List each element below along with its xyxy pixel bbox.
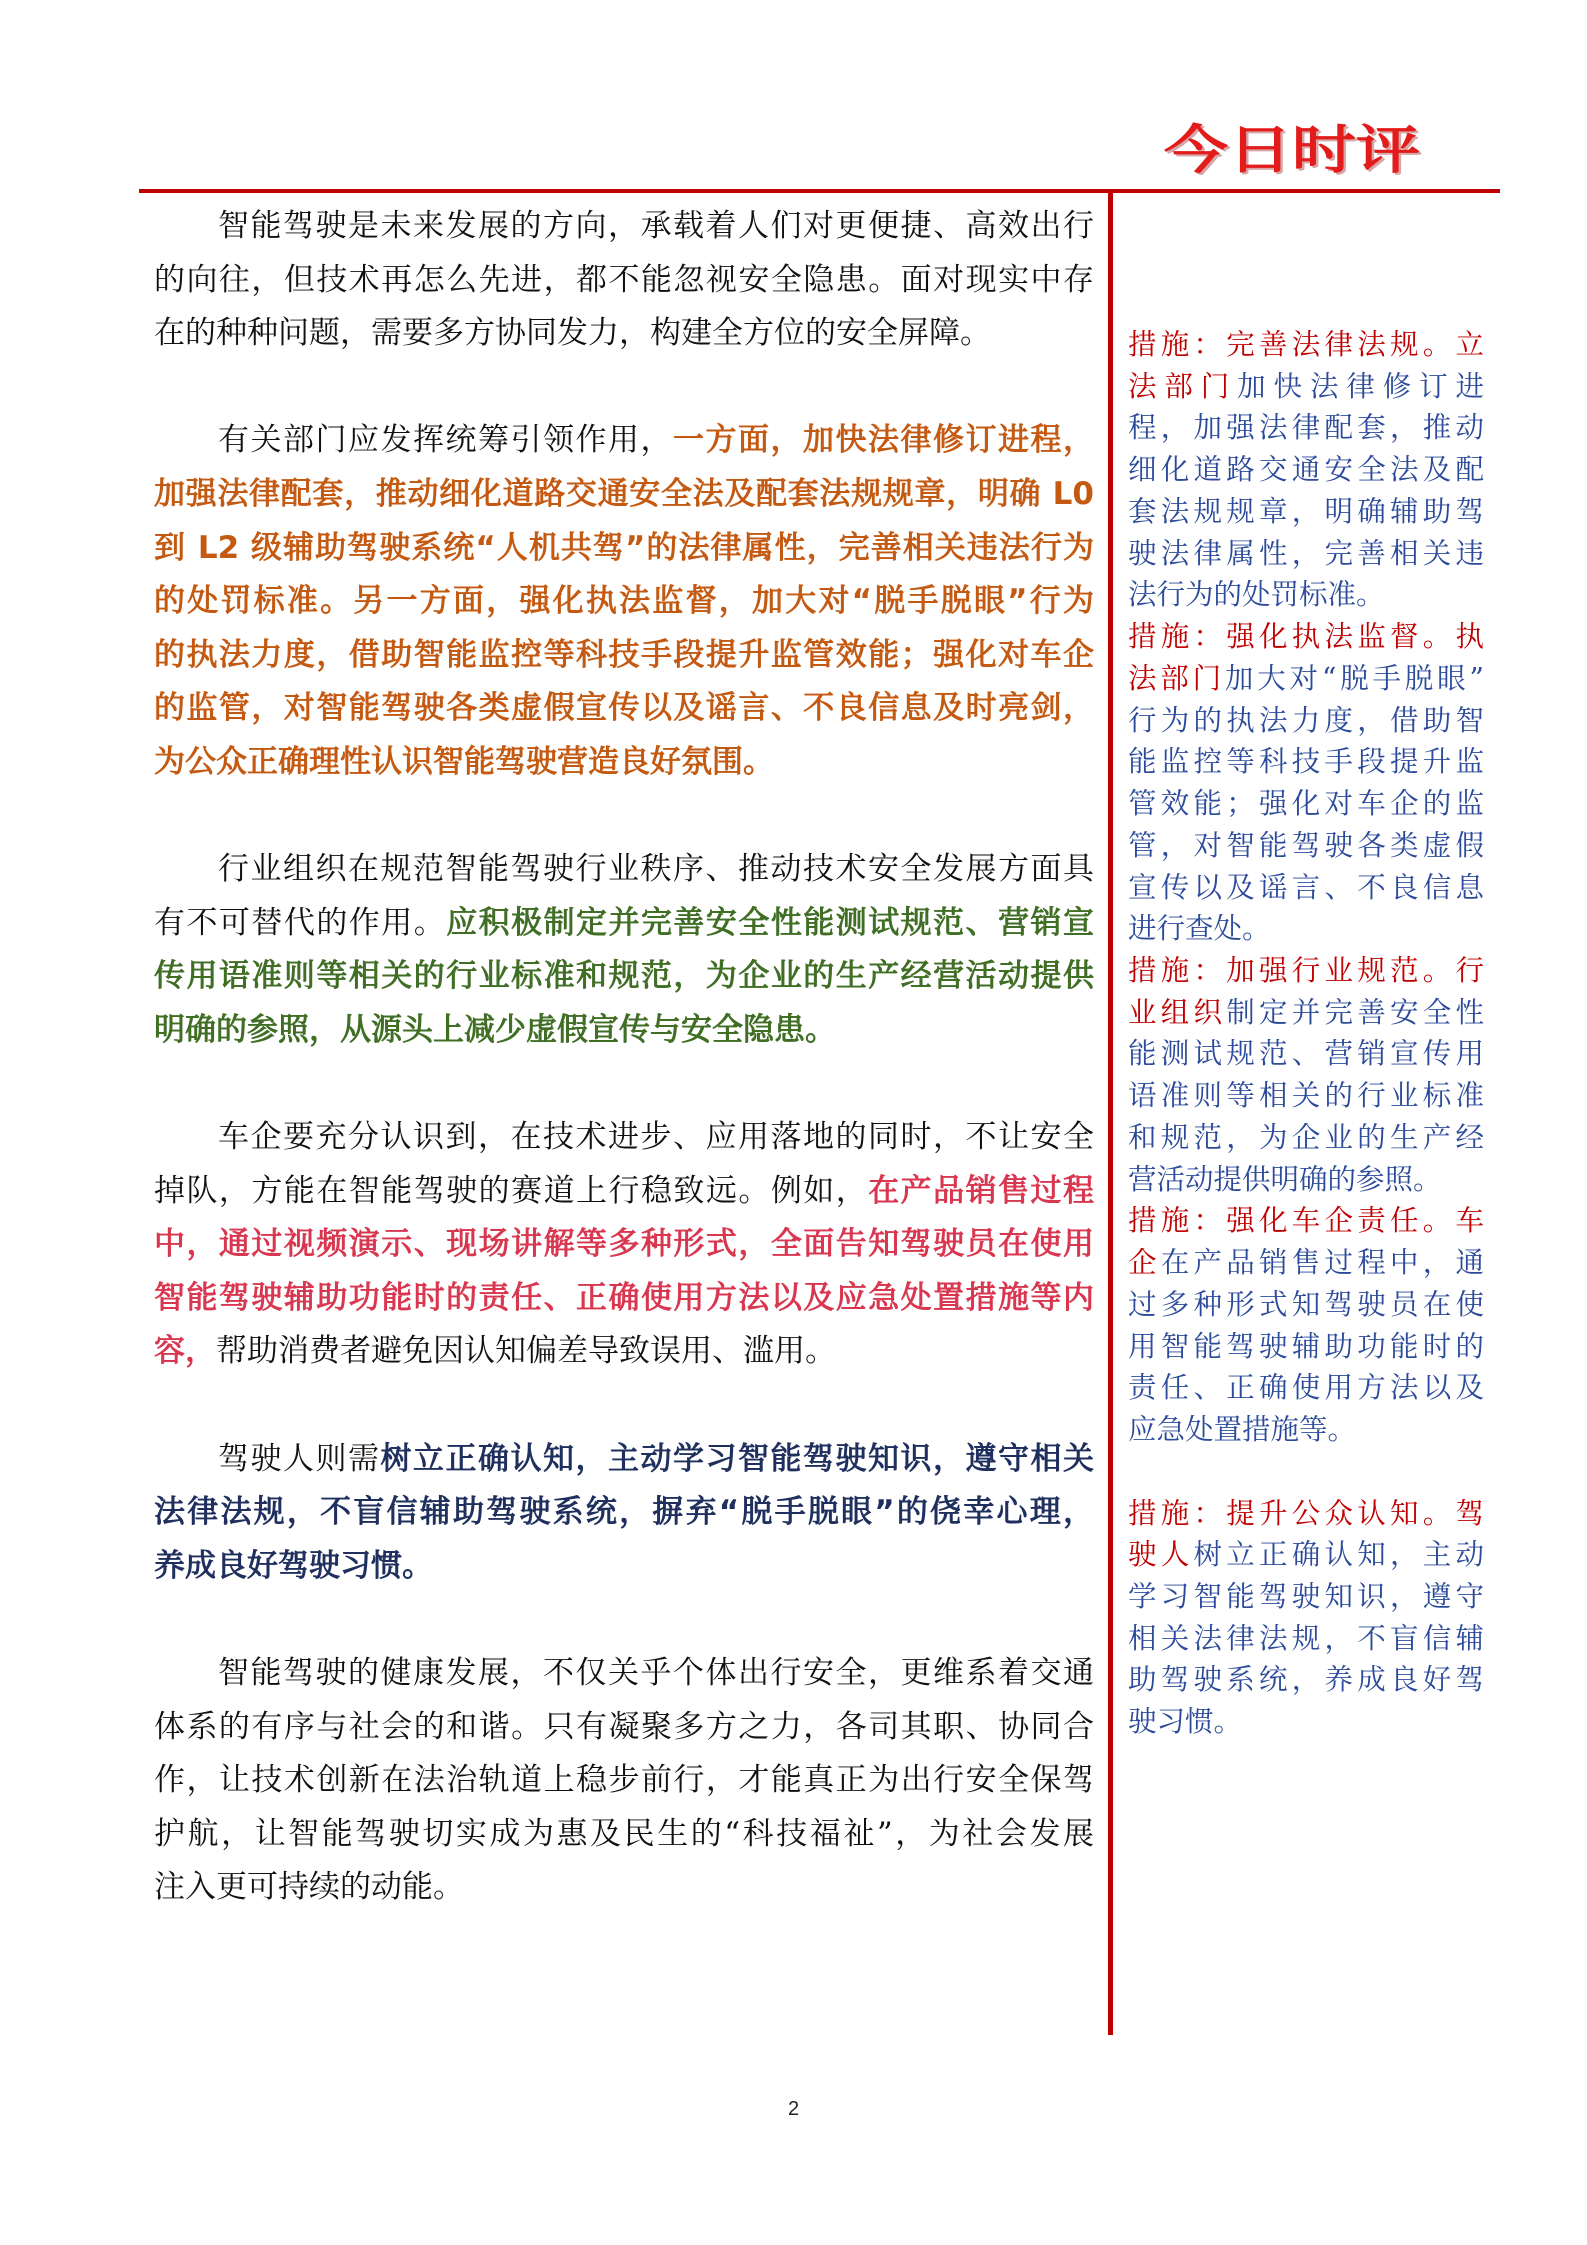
article-paragraph <box>154 843 1094 1057</box>
measure-text: 在产品销售过程中，通 <box>1160 1246 1484 1280</box>
measure-text: 责任、正确使用方法以及 <box>1128 1371 1484 1405</box>
article-highlight: 的执法力度，借助智能监控等科技手段提升监管效能；强化对车企 <box>154 636 1094 673</box>
article-text: 在的种种问题，需要多方协同发力，构建全方位的安全屏障。 <box>154 315 991 352</box>
article-highlight: 智能驾驶辅助功能时的责任、正确使用方法以及应急处置措施等内 <box>154 1279 1094 1316</box>
article-highlight: 传用语准则等相关的行业标准和规范，为企业的生产经营活动提供 <box>154 958 1094 995</box>
article-paragraph <box>154 1111 1094 1379</box>
article-paragraph <box>154 1647 1094 1915</box>
measure-line <box>1128 741 1484 783</box>
measure-text: 法行为的处罚标准。 <box>1128 578 1385 612</box>
article-text: 有关部门应发挥统筹引领作用， <box>218 422 673 459</box>
measure-line <box>1128 616 1484 658</box>
article-paragraph <box>154 1433 1094 1594</box>
article-highlight: 的处罚标准。另一方面，强化执法监督，加大对“脱手脱眼”行为 <box>154 583 1094 620</box>
article-text: 体系的有序与社会的和谐。只有凝聚多方之力，各司其职、协同合 <box>154 1708 1094 1745</box>
measure-text: 助驾驶系统，养成良好驾 <box>1128 1663 1484 1697</box>
measure-text: 应急处置措施等。 <box>1128 1413 1357 1447</box>
article-text: 车企要充分认识到，在技术进步、应用落地的同时，不让安全 <box>218 1119 1094 1156</box>
article-text: 有不可替代的作用。 <box>154 904 447 941</box>
measure-text: 驶法律属性，完善相关违 <box>1128 536 1484 570</box>
article-highlight: 树立正确认知，主动学习智能驾驶知识，遵守相关 <box>380 1440 1094 1477</box>
article-paragraph <box>154 200 1094 361</box>
article-body <box>154 200 1094 1915</box>
measure-line <box>1128 658 1484 700</box>
measure-line <box>1128 574 1484 616</box>
article-line <box>154 1647 1094 1701</box>
measure-line <box>1128 449 1484 491</box>
article-line <box>154 1433 1094 1487</box>
article-text: 行业组织在规范智能驾驶行业秩序、推动技术安全发展方面具 <box>218 851 1094 888</box>
measure-text: 能测试规范、营销宣传用 <box>1128 1037 1484 1071</box>
measure-text: 语准则等相关的行业标准 <box>1128 1079 1484 1113</box>
article-text: 的向往，但技术再怎么先进，都不能忽视安全隐患。面对现实中存 <box>154 261 1094 298</box>
measure-label: 措施：强化车企责任。车 <box>1128 1204 1484 1238</box>
measure-line <box>1128 1493 1484 1535</box>
measure-text: 驶习惯。 <box>1128 1705 1243 1739</box>
measure-label: 企 <box>1128 1246 1161 1280</box>
article-text: 掉队，方能在智能驾驶的赛道上行稳致远。例如， <box>154 1172 869 1209</box>
measure-text: 树立正确认知，主动 <box>1193 1538 1484 1572</box>
header-rule <box>139 189 1500 193</box>
article-line <box>154 950 1094 1004</box>
article-highlight: 容， <box>154 1333 216 1370</box>
measure-label: 措施：完善法律法规。立 <box>1128 328 1484 361</box>
measure-line <box>1128 1033 1484 1075</box>
measure-line <box>1128 783 1484 825</box>
measure-line <box>1128 1075 1484 1117</box>
measure-text: 宣传以及谣言、不良信息 <box>1128 870 1484 904</box>
measure-text: 管效能；强化对车企的监 <box>1128 787 1484 821</box>
measure-label: 业组织 <box>1128 995 1227 1029</box>
measure-line <box>1128 1117 1484 1159</box>
measure-line <box>1128 1367 1484 1409</box>
measure-text: 行为的执法力度，借助智 <box>1128 703 1484 737</box>
article-text: 帮助消费者避免因认知偏差导致误用、滥用。 <box>216 1333 836 1370</box>
article-text: 护航，让智能驾驶切实成为惠及民生的“科技福祉”，为社会发展 <box>154 1815 1094 1852</box>
article-line <box>154 1808 1094 1862</box>
measure-line <box>1128 491 1484 533</box>
measure-line <box>1128 407 1484 449</box>
measure-label: 法部门 <box>1128 661 1225 695</box>
measure-line <box>1128 1409 1484 1451</box>
article-line <box>154 1325 1094 1379</box>
measure-line <box>1128 1618 1484 1660</box>
article-highlight: 为公众正确理性认识智能驾驶营造良好氛围。 <box>154 743 774 780</box>
measure-line <box>1128 1534 1484 1576</box>
measure-line <box>1128 366 1484 408</box>
measure-text: 加快法律修订进 <box>1237 369 1484 403</box>
article-text: 作，让技术创新在法治轨道上稳步前行，才能真正为出行安全保驾 <box>154 1762 1094 1799</box>
column-divider <box>1108 189 1113 2035</box>
masthead-logo <box>1164 121 1420 181</box>
article-line <box>154 522 1094 576</box>
measure-label: 措施：强化执法监督。执 <box>1128 620 1484 654</box>
measure-text: 和规范，为企业的生产经 <box>1128 1120 1484 1154</box>
measure-text: 细化道路交通安全法及配 <box>1128 453 1484 487</box>
article-highlight: 中，通过视频演示、现场讲解等多种形式，全面告知驾驶员在使用 <box>154 1226 1094 1263</box>
article-highlight: 养成良好驾驶习惯。 <box>154 1547 433 1584</box>
measure-text: 能监控等科技手段提升监 <box>1128 745 1484 779</box>
article-line <box>154 575 1094 629</box>
masthead-logo-text: 今日时评 <box>1164 121 1420 181</box>
article-highlight: 法律法规，不盲信辅助驾驶系统，摒弃“脱手脱眼”的侥幸心理， <box>154 1494 1094 1531</box>
article-highlight: 到 L2 级辅助驾驶系统“人机共驾”的法律属性，完善相关违法行为 <box>154 529 1094 566</box>
measure-text: 制定并完善安全性 <box>1226 995 1484 1029</box>
article-line <box>154 1272 1094 1326</box>
article-line <box>154 843 1094 897</box>
article-text: 驾驶人则需 <box>218 1440 381 1477</box>
article-text: 注入更可持续的动能。 <box>154 1869 464 1906</box>
measure-line <box>1128 1242 1484 1284</box>
article-line <box>154 1218 1094 1272</box>
article-highlight: 的监管，对智能驾驶各类虚假宣传以及谣言、不良信息及时亮剑， <box>154 690 1094 727</box>
measure-line <box>1128 1701 1484 1743</box>
measure-line <box>1128 1284 1484 1326</box>
measure-text: 管，对智能驾驶各类虚假 <box>1128 828 1484 862</box>
article-text: 智能驾驶是未来发展的方向，承载着人们对更便捷、高效出行 <box>218 208 1094 244</box>
measure-line <box>1128 1659 1484 1701</box>
article-line <box>154 1111 1094 1165</box>
measure-line <box>1128 1200 1484 1242</box>
page-number: 2 <box>787 2098 800 2120</box>
article-highlight: 明确的参照，从源头上减少虚假宣传与安全隐患。 <box>154 1011 836 1048</box>
article-line <box>154 200 1094 254</box>
measure-note <box>1128 950 1484 1200</box>
article-line <box>154 629 1094 683</box>
article-line <box>154 1004 1094 1058</box>
article-text: 智能驾驶的健康发展，不仅关乎个体出行安全，更维系着交通 <box>218 1655 1094 1692</box>
measure-line <box>1128 1576 1484 1618</box>
measure-label: 措施：加强行业规范。行 <box>1128 954 1484 988</box>
measure-text: 营活动提供明确的参照。 <box>1128 1162 1442 1196</box>
article-line <box>154 1486 1094 1540</box>
measure-note <box>1128 1200 1484 1450</box>
article-line <box>154 1701 1094 1755</box>
measure-text: 学习智能驾驶知识，遵守 <box>1128 1580 1484 1614</box>
measure-text: 进行查处。 <box>1128 912 1271 946</box>
article-highlight: 应积极制定并完善安全性能测试规范、营销宣 <box>446 904 1095 941</box>
measure-note <box>1128 324 1484 616</box>
article-line <box>154 254 1094 308</box>
measure-line <box>1128 324 1484 366</box>
article-line <box>154 1861 1094 1915</box>
measure-line <box>1128 950 1484 992</box>
measure-label: 措施：提升公众认知。驾 <box>1128 1496 1484 1530</box>
measure-text: 程，加强法律配套，推动 <box>1128 411 1484 445</box>
measure-text: 套法规规章，明确辅助驾 <box>1128 494 1484 528</box>
article-line <box>154 468 1094 522</box>
article-line <box>154 307 1094 361</box>
measure-line <box>1128 533 1484 575</box>
measure-line <box>1128 908 1484 950</box>
measure-line <box>1128 867 1484 909</box>
measure-note <box>1128 1493 1484 1743</box>
measure-note <box>1128 616 1484 950</box>
article-highlight: 一方面，加快法律修订进程， <box>673 422 1094 459</box>
article-highlight: 加强法律配套，推动细化道路交通安全法及配套法规规章，明确 L0 <box>154 475 1094 512</box>
measure-label: 驶人 <box>1128 1538 1194 1572</box>
measure-line <box>1128 700 1484 742</box>
article-line <box>154 736 1094 790</box>
measure-line <box>1128 825 1484 867</box>
measure-text: 过多种形式知驾驶员在使 <box>1128 1287 1484 1321</box>
measures-sidebar <box>1128 324 1484 1743</box>
article-line <box>154 897 1094 951</box>
measure-line <box>1128 1159 1484 1201</box>
article-line <box>154 1165 1094 1219</box>
article-line <box>154 414 1094 468</box>
measure-text: 加大对“脱手脱眼” <box>1224 661 1484 695</box>
article-line <box>154 682 1094 736</box>
measure-text: 用智能驾驶辅助功能时的 <box>1128 1329 1484 1363</box>
article-line <box>154 1540 1094 1594</box>
measure-label: 法部门 <box>1128 369 1238 403</box>
measure-line <box>1128 1326 1484 1368</box>
article-paragraph <box>154 414 1094 789</box>
measure-line <box>1128 992 1484 1034</box>
article-highlight: 在产品销售过程 <box>868 1172 1095 1209</box>
article-line <box>154 1754 1094 1808</box>
measure-text: 相关法律法规，不盲信辅 <box>1128 1621 1484 1655</box>
